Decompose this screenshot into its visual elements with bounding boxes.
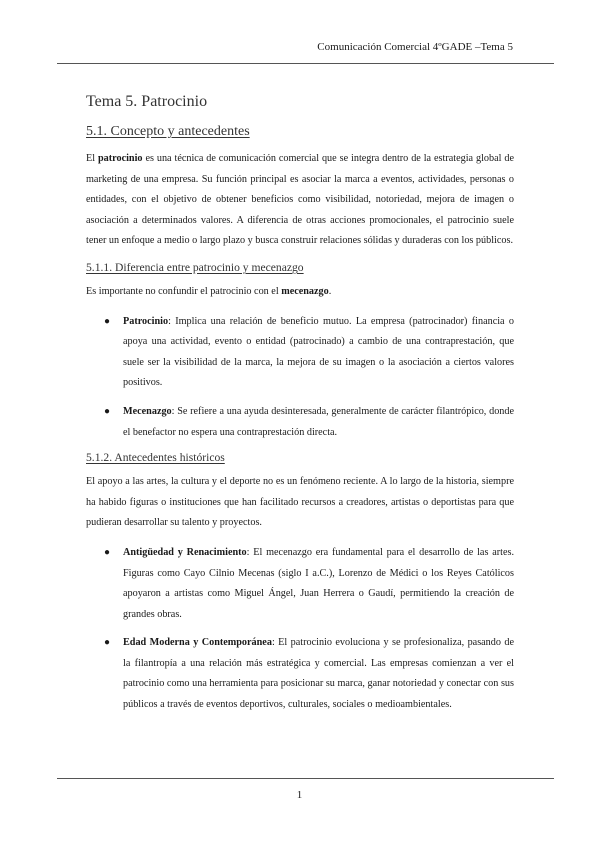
list-item-text: : El mecenazgo era fundamental para el desarrollo de las artes. Figuras como Cayo Cilnio Mecenas (siglo I a.C.), Lorenzo de Médici o los Reyes Católicos apoyaron a artistas como Miguel Ángel, Juan Herrera o Gaudí, permitiendo la creación de grandes obras.: [123, 546, 514, 620]
history-list: [86, 543, 514, 716]
document-title: Tema 5. Patrocinio: [86, 93, 208, 110]
page-content: [86, 93, 514, 724]
intro-paragraph: [86, 149, 514, 252]
list-item-term: Mecenazgo: [123, 405, 172, 417]
subsection-heading: 5.1.2. Antecedentes históricos: [86, 451, 225, 465]
page-header: Comunicación Comercial 4ºGADE –Tema 5: [317, 41, 513, 53]
list-item-text: : Se refiere a una ayuda desinteresada, generalmente de carácter filantrópico, donde el benefactor no espera una contraprestación directa.: [123, 405, 514, 438]
bullet-dot-icon: ●: [104, 637, 111, 649]
lead-term: mecenazgo: [281, 285, 329, 297]
list-item-term: Patrocinio: [123, 315, 169, 327]
intro-text: es una técnica de comunicación comercial que se integra dentro de la estrategia global de marketing de una empresa. Su función principal es asociar la marca a eventos, actividades, personas o entidades, con el objetivo de obtener beneficios como visibilidad, notoriedad, mejora de imagen o asociación a determinados valores. A diferencia de otras acciones promocionales, el patrocinio suele tener un enfoque a medio o largo plazo y busca construir relaciones sólidas y duraderas con los públicos.: [86, 153, 514, 247]
list-item: [104, 633, 514, 715]
difference-lead: [86, 282, 514, 303]
bullet-dot-icon: ●: [104, 546, 111, 558]
intro-text-pre: El: [86, 153, 98, 164]
header-divider: [57, 63, 554, 64]
list-item-text: : Implica una relación de beneficio mutuo. La empresa (patrocinador) financia o apoya una actividad, evento o entidad (patrocinado) a cambio de una contraprestación, que suele ser la visibilidad de la marca, la mejora de su imagen o la asociación a ciertos valores positivos.: [123, 315, 514, 389]
footer-divider: [57, 778, 554, 779]
list-item-term: Edad Moderna y Contemporánea: [123, 637, 272, 649]
subsection-heading: 5.1.1. Diferencia entre patrocinio y mecenazgo: [86, 260, 304, 274]
list-item-text: : El patrocinio evoluciona y se profesionaliza, pasando de la filantropía a una relación más estratégica y comercial. Las empresas comienzan a ver el patrocinio como una herramienta para posicionar su marca, ganar notoriedad y conectar con sus públicos a través de eventos deportivos, culturales, sociales o medioambientales.: [123, 637, 514, 711]
difference-list: [86, 312, 514, 444]
page-number: 1: [296, 789, 303, 801]
list-item: [104, 543, 514, 625]
lead-text-post: .: [328, 285, 332, 297]
list-item: [104, 312, 514, 394]
bullet-dot-icon: ●: [104, 405, 111, 417]
bullet-dot-icon: ●: [104, 315, 111, 327]
intro-term: patrocinio: [97, 153, 143, 164]
section-heading: 5.1. Concepto y antecedentes: [86, 124, 250, 139]
list-item-term: Antigüedad y Renacimiento: [123, 546, 247, 558]
list-item: [104, 402, 514, 443]
history-lead: El apoyo a las artes, la cultura y el deporte no es un fenómeno reciente. A lo largo de la historia, siempre ha habido figuras o instituciones que han facilitado recursos a creadores, artistas o deportistas para que pudieran desarrollar su talento y proyectos.: [86, 476, 514, 529]
lead-text-pre: Es importante no confundir el patrocinio con el: [86, 285, 282, 297]
